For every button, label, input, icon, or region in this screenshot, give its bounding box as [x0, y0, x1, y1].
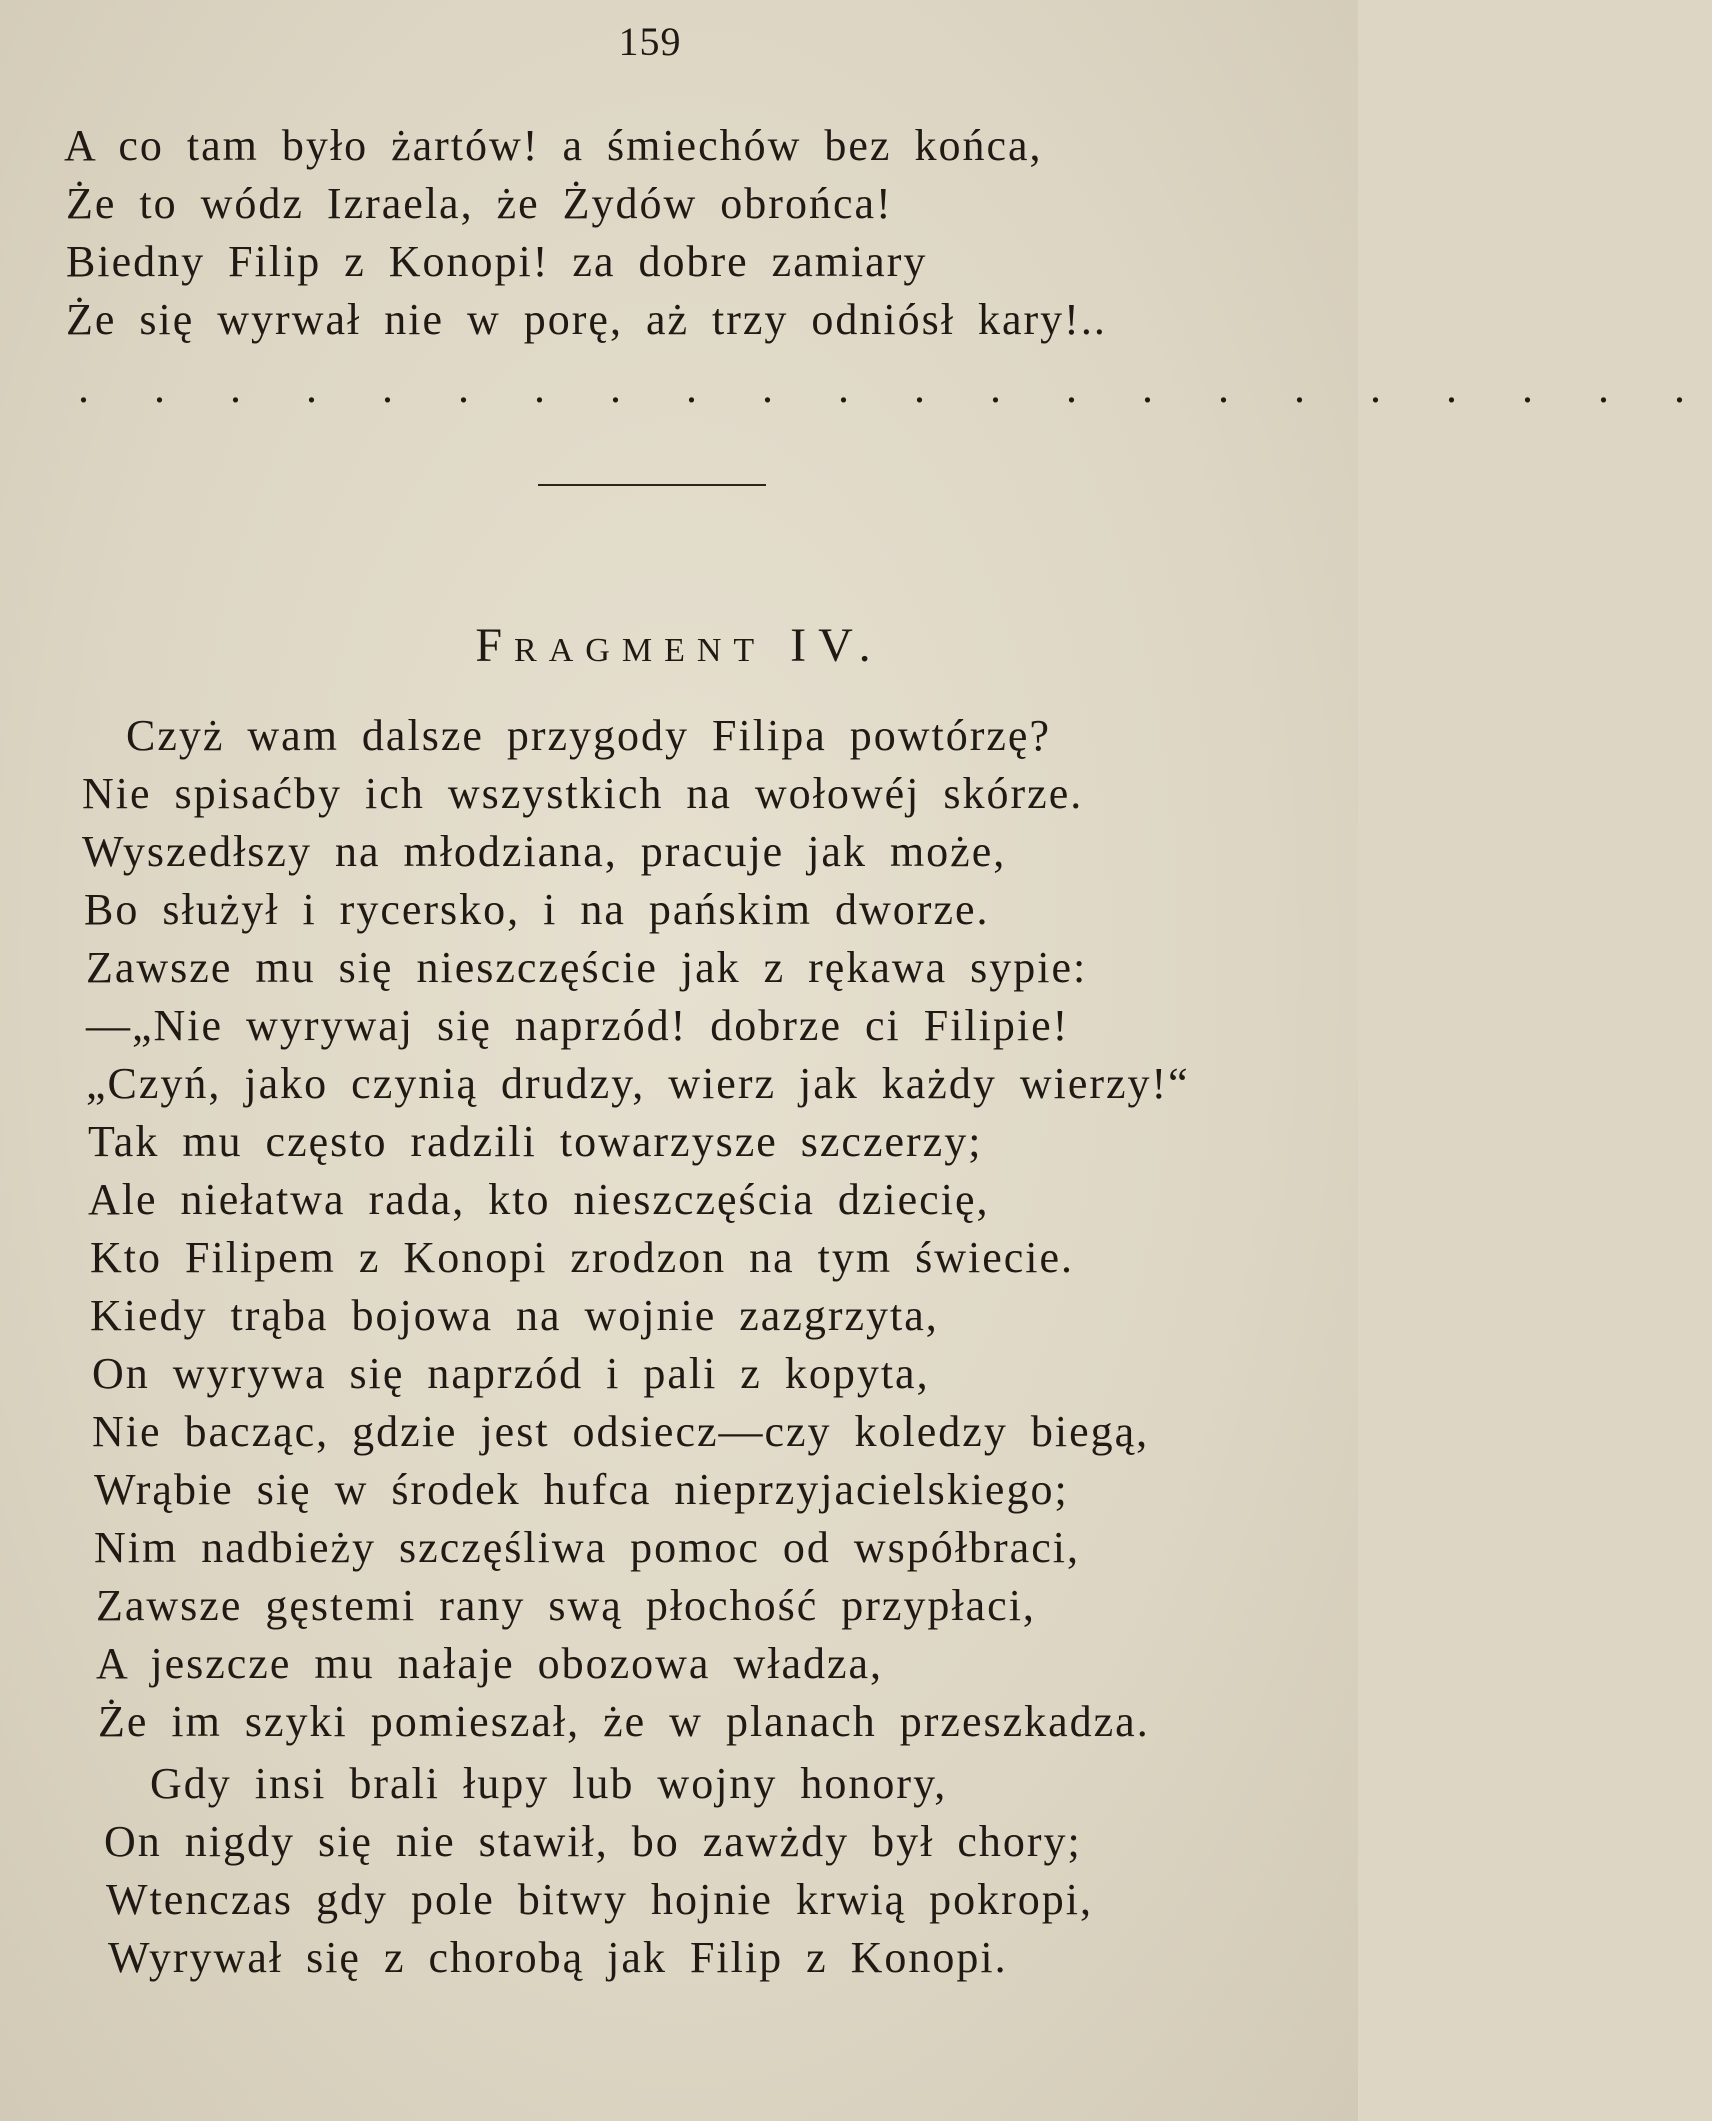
verse-line: Wrąbie się w środek hufca nieprzyjacielskiego;	[94, 1465, 1069, 1514]
verse-line: Kto Filipem z Konopi zrodzon na tym świecie.	[90, 1233, 1075, 1282]
verse-line: On wyrywa się naprzód i pali z kopyta,	[92, 1349, 930, 1398]
page-number: 159	[618, 19, 682, 64]
verse-line: On nigdy się nie stawił, bo zawżdy był chory;	[104, 1817, 1082, 1866]
verse-line: Zawsze gęstemi rany swą płochość przypłaci,	[96, 1581, 1036, 1630]
verse-line: Biedny Filip z Konopi! za dobre zamiary	[66, 237, 928, 286]
verse-line: Nie bacząc, gdzie jest odsiecz—czy koledzy biegą,	[92, 1407, 1150, 1456]
verse-line: Kiedy trąba bojowa na wojnie zazgrzyta,	[90, 1291, 939, 1340]
verse-line: A co tam było żartów! a śmiechów bez końca,	[64, 121, 1043, 170]
verse-line: —„Nie wyrywaj się naprzód! dobrze ci Filipie!	[86, 1001, 1070, 1050]
verse-line: Zawsze mu się nieszczęście jak z rękawa sypie:	[86, 943, 1088, 992]
section-heading: Fragment IV.	[475, 619, 883, 672]
verse-line: Nim nadbieży szczęśliwa pomoc od współbraci,	[94, 1523, 1080, 1572]
verse-line: Wyrywał się z chorobą jak Filip z Konopi.	[108, 1933, 1008, 1982]
section-divider	[538, 484, 766, 486]
verse-line: „Czyń, jako czynią drudzy, wierz jak każdy wierzy!“	[86, 1059, 1190, 1108]
verse-line: Że to wódz Izraela, że Żydów obrońca!	[66, 179, 893, 228]
verse-line: Bo służył i rycersko, i na pańskim dworze.	[84, 885, 990, 934]
verse-line: Gdy insi brali łupy lub wojny honory,	[150, 1759, 948, 1808]
verse-line: Że się wyrwał nie w porę, aż trzy odniósł kary!..	[66, 295, 1107, 344]
verse-line: Że im szyki pomieszał, że w planach przeszkadza.	[98, 1697, 1150, 1746]
verse-line: Wyszedłszy na młodziana, pracuje jak może,	[82, 827, 1007, 876]
verse-line: Tak mu często radzili towarzysze szczerzy;	[88, 1117, 983, 1166]
verse-line: Nie spisaćby ich wszystkich na wołowéj skórze.	[82, 769, 1084, 818]
verse-line: A jeszcze mu nałaje obozowa władza,	[96, 1639, 884, 1688]
verse-line: Czyż wam dalsze przygody Filipa powtórzę?	[126, 711, 1051, 760]
verse-line: Wtenczas gdy pole bitwy hojnie krwią pokropi,	[106, 1875, 1094, 1924]
ellipsis-row: . . . . . . . . . . . . . . . . . . . . . .	[78, 363, 1712, 412]
verse-line: Ale niełatwa rada, kto nieszczęścia dziecię,	[88, 1175, 990, 1224]
